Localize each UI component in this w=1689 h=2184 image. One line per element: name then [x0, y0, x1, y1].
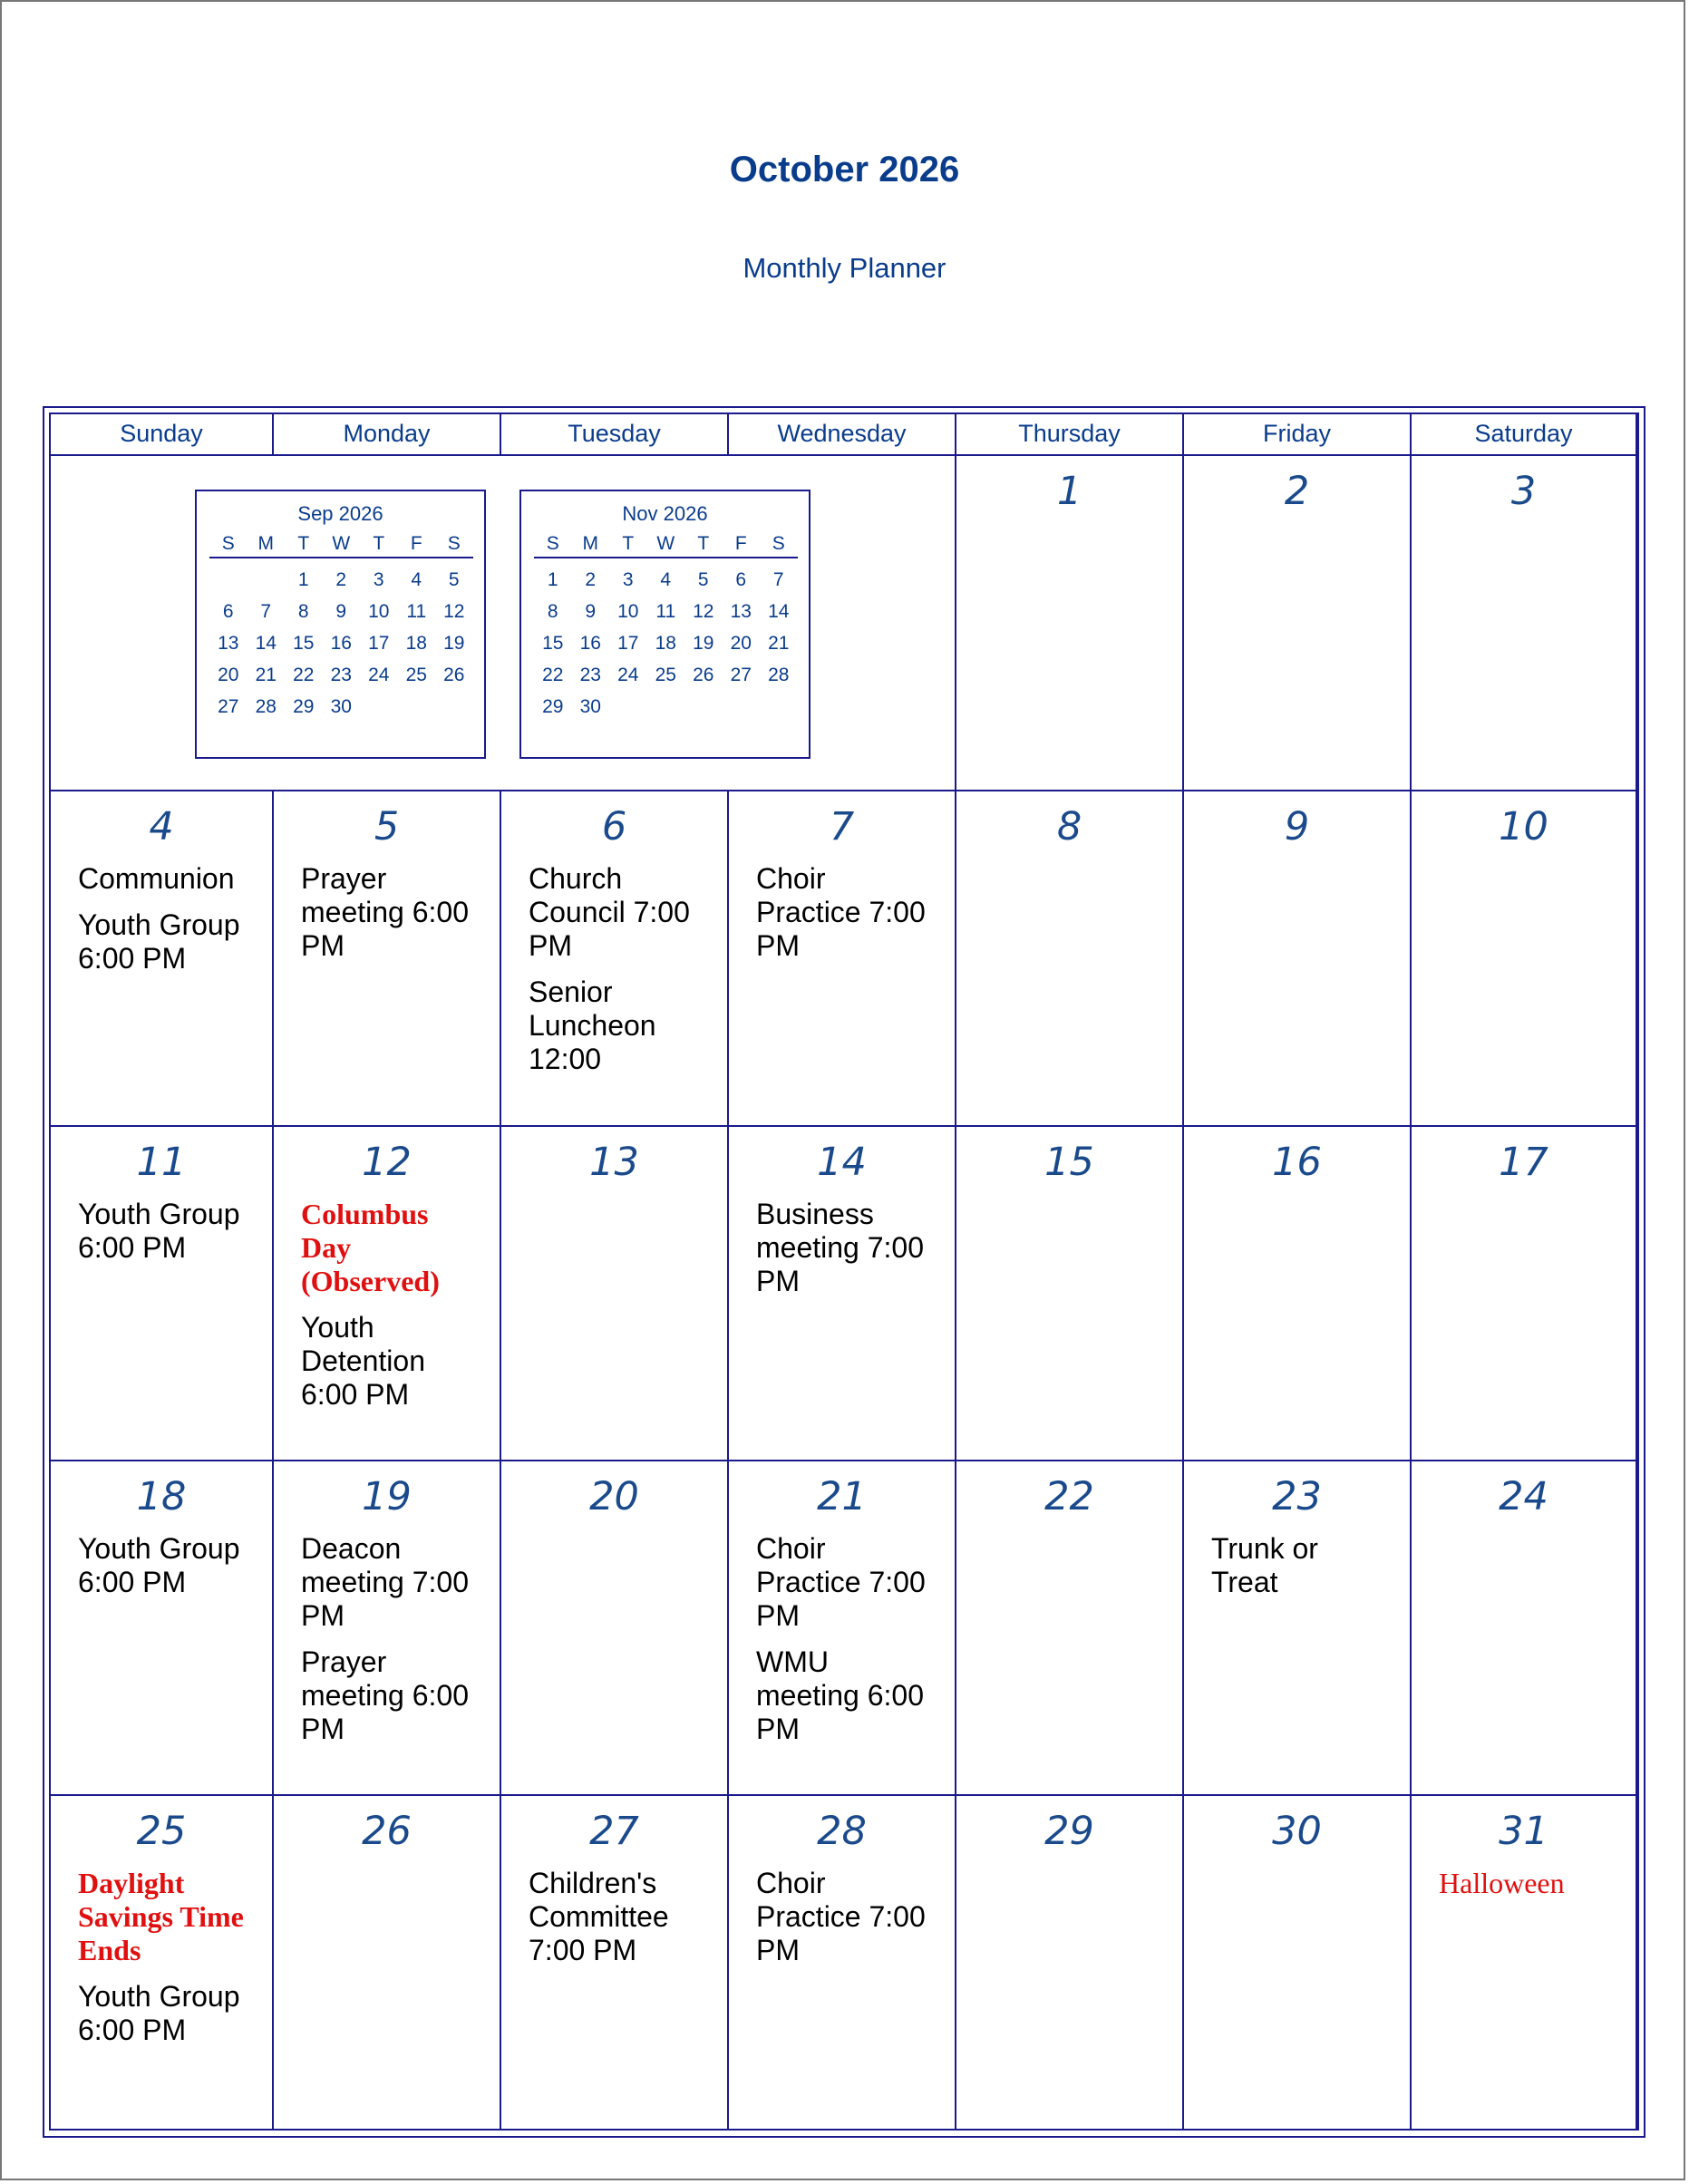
day-number: 5	[374, 804, 400, 849]
mini-day-letter: S	[546, 533, 559, 554]
weekday-header-saturday: Saturday	[1412, 413, 1637, 456]
day-cell-7[interactable]	[729, 791, 956, 1127]
mini-calendar-date: 21	[255, 664, 277, 685]
mini-calendar-date: 9	[585, 600, 597, 622]
day-events	[78, 1198, 263, 1277]
day-number: 6	[601, 804, 627, 849]
mini-calendar-week	[534, 691, 798, 723]
day-cell-23[interactable]	[1184, 1461, 1412, 1796]
day-events	[756, 862, 946, 976]
weekday-header-sunday: Sunday	[51, 413, 274, 456]
mini-calendar-date: 20	[730, 632, 752, 654]
event-entry: Choir Practice 7:00 PM	[756, 862, 926, 962]
mini-calendar-date: 19	[443, 632, 465, 654]
mini-calendar-week	[209, 564, 473, 596]
mini-calendar-date: 29	[542, 695, 564, 717]
mini-calendar-date: 3	[622, 568, 634, 590]
mini-day-letter: W	[332, 533, 351, 554]
mini-calendar-sep	[195, 490, 486, 759]
mini-calendar-date: 24	[617, 664, 639, 685]
day-cell-4[interactable]	[51, 791, 274, 1127]
mini-calendar-date: 16	[330, 632, 352, 654]
mini-calendar-date: 25	[655, 664, 676, 685]
mini-calendar-week	[534, 596, 798, 627]
day-cell-16[interactable]	[1184, 1127, 1412, 1461]
day-cell-11[interactable]	[51, 1127, 274, 1461]
event-entry: Youth Detention 6:00 PM	[301, 1311, 425, 1411]
mini-day-letter: S	[447, 533, 461, 554]
mini-calendar-date: 8	[297, 600, 309, 622]
event-entry: Youth Group 6:00 PM	[78, 1980, 240, 2046]
mini-calendar-day-letters	[534, 531, 798, 558]
weekday-header-monday: Monday	[274, 413, 501, 456]
day-number: 4	[149, 804, 174, 849]
day-events	[301, 1198, 490, 1424]
day-cell-10[interactable]	[1412, 791, 1637, 1127]
mini-day-letter: T	[373, 533, 385, 554]
mini-calendar-date: 22	[293, 664, 315, 685]
day-events	[1211, 1532, 1401, 1612]
mini-calendar-date: 17	[617, 632, 639, 654]
day-events	[301, 862, 490, 976]
mini-calendar-date: 4	[411, 568, 422, 590]
day-events	[78, 1867, 263, 2060]
day-cell-9[interactable]	[1184, 791, 1412, 1127]
day-cell-29[interactable]	[956, 1796, 1184, 2131]
day-number: 14	[817, 1140, 867, 1185]
day-cell-12[interactable]	[274, 1127, 501, 1461]
mini-calendar-nov	[519, 490, 811, 759]
mini-calendar-date: 15	[542, 632, 564, 654]
day-events	[529, 1867, 718, 1980]
mini-calendar-date: 24	[368, 664, 390, 685]
mini-calendar-date: 4	[660, 568, 672, 590]
mini-calendar-date: 3	[373, 568, 384, 590]
mini-day-letter: M	[582, 533, 598, 554]
mini-calendar-title: Sep 2026	[297, 502, 383, 525]
mini-calendar-week	[209, 659, 473, 691]
day-number: 31	[1499, 1809, 1548, 1854]
weekday-header-tuesday: Tuesday	[501, 413, 729, 456]
page-title: October 2026	[729, 150, 960, 189]
day-cell-19[interactable]	[274, 1461, 501, 1796]
day-cell-2[interactable]	[1184, 456, 1412, 791]
event-entry: Deacon meeting 7:00 PM	[301, 1532, 470, 1632]
event-entry: Senior Luncheon 12:00	[529, 976, 656, 1075]
day-cell-15[interactable]	[956, 1127, 1184, 1461]
day-number: 25	[136, 1809, 187, 1854]
day-number: 2	[1284, 469, 1310, 514]
mini-calendar-date: 29	[293, 695, 315, 717]
mini-calendar-date: 13	[218, 632, 239, 654]
mini-calendar-grid	[209, 531, 473, 723]
mini-calendar-date: 28	[768, 664, 790, 685]
day-number: 26	[362, 1809, 412, 1854]
day-events	[1439, 1867, 1626, 1913]
mini-calendar-date: 11	[655, 600, 676, 622]
day-cell-30[interactable]	[1184, 1796, 1412, 2131]
event-entry: Youth Group 6:00 PM	[78, 1198, 240, 1264]
mini-calendar-date: 30	[330, 695, 352, 717]
mini-day-letter: F	[410, 533, 422, 554]
mini-calendar-date: 27	[730, 664, 752, 685]
day-number: 18	[136, 1474, 187, 1519]
mini-calendar-date: 1	[547, 568, 558, 590]
mini-calendar-date: 5	[448, 568, 460, 590]
day-number: 24	[1499, 1474, 1548, 1519]
day-number: 17	[1499, 1140, 1548, 1185]
day-cell-22[interactable]	[956, 1461, 1184, 1796]
mini-calendar-date: 27	[218, 695, 239, 717]
day-cell-21[interactable]	[729, 1461, 956, 1796]
day-number: 15	[1044, 1140, 1094, 1185]
weekday-header-friday: Friday	[1184, 413, 1412, 456]
day-events	[78, 1532, 263, 1612]
day-cell-3[interactable]	[1412, 456, 1637, 791]
mini-calendar-date: 13	[730, 600, 752, 622]
day-events	[301, 1532, 490, 1759]
mini-calendar-date: 2	[335, 568, 347, 590]
mini-calendar-date: 25	[405, 664, 427, 685]
mini-calendar-date: 14	[255, 632, 277, 654]
mini-day-letter: S	[221, 533, 235, 554]
day-number: 30	[1272, 1809, 1322, 1854]
mini-calendar-date: 6	[222, 600, 234, 622]
mini-calendar-date: 7	[772, 568, 784, 590]
mini-calendar-date: 28	[255, 695, 277, 717]
day-number: 28	[817, 1809, 867, 1854]
mini-calendar-date: 18	[405, 632, 427, 654]
mini-calendar-date: 20	[218, 664, 239, 685]
mini-calendar-date: 14	[768, 600, 790, 622]
mini-day-letter: S	[772, 533, 785, 554]
mini-calendar-title: Nov 2026	[622, 502, 708, 525]
day-number: 22	[1044, 1474, 1094, 1519]
day-cell-5[interactable]	[274, 791, 501, 1127]
day-number: 7	[829, 804, 855, 849]
event-entry: Youth Group 6:00 PM	[78, 908, 240, 975]
event-entry: Church Council 7:00 PM	[529, 862, 690, 962]
mini-calendar-date: 9	[335, 600, 347, 622]
mini-calendar-date: 2	[585, 568, 597, 590]
mini-calendar-week	[534, 627, 798, 659]
mini-calendar-date: 12	[693, 600, 714, 622]
day-number: 23	[1272, 1474, 1322, 1519]
mini-calendar-date: 23	[579, 664, 601, 685]
mini-calendar-date: 17	[368, 632, 390, 654]
day-cell-27[interactable]	[501, 1796, 729, 2131]
day-number: 19	[362, 1474, 412, 1519]
day-number: 27	[589, 1809, 639, 1854]
event-entry: Business meeting 7:00 PM	[756, 1198, 925, 1297]
day-events	[756, 1532, 946, 1759]
day-number: 3	[1510, 469, 1537, 514]
mini-calendar-date: 10	[617, 600, 639, 622]
day-cell-13[interactable]	[501, 1127, 729, 1461]
day-cell-25[interactable]	[51, 1796, 274, 2131]
day-number: 20	[589, 1474, 639, 1519]
mini-calendar-grid	[534, 531, 798, 723]
event-entry: Choir Practice 7:00 PM	[756, 1532, 926, 1632]
mini-calendar-date: 12	[443, 600, 465, 622]
day-number: 29	[1044, 1809, 1094, 1854]
day-number: 9	[1284, 804, 1310, 849]
day-cell-28[interactable]	[729, 1796, 956, 2131]
mini-calendar-date: 16	[579, 632, 601, 654]
day-number: 13	[589, 1140, 639, 1185]
mini-calendar-week	[209, 596, 473, 627]
event-entry: Children's Committee 7:00 PM	[529, 1867, 669, 1966]
weekday-header-wednesday: Wednesday	[729, 413, 956, 456]
event-entry: Choir Practice 7:00 PM	[756, 1867, 926, 1966]
day-cell-24[interactable]	[1412, 1461, 1637, 1796]
mini-calendar-week	[209, 691, 473, 723]
mini-calendar-date: 6	[735, 568, 747, 590]
mini-calendar-date: 18	[655, 632, 676, 654]
day-number: 8	[1056, 804, 1082, 849]
mini-calendar-date: 15	[293, 632, 315, 654]
mini-calendar-date: 5	[697, 568, 709, 590]
mini-calendar-week	[534, 659, 798, 691]
day-cell-26[interactable]	[274, 1796, 501, 2131]
weekday-header-thursday: Thursday	[956, 413, 1184, 456]
day-cell-6[interactable]	[501, 791, 729, 1127]
day-cell-8[interactable]	[956, 791, 1184, 1127]
day-cell-17[interactable]	[1412, 1127, 1637, 1461]
day-number: 16	[1272, 1140, 1322, 1185]
page-subtitle: Monthly Planner	[743, 252, 946, 284]
mini-calendar-date: 23	[330, 664, 352, 685]
prev-next-month-area	[51, 456, 956, 791]
mini-calendar-day-letters	[209, 531, 473, 558]
holiday-label: Halloween	[1439, 1867, 1565, 1899]
holiday-label: Columbus Day (Observed)	[301, 1198, 440, 1297]
mini-calendar-date: 26	[693, 664, 714, 685]
event-entry: WMU meeting 6:00 PM	[756, 1645, 925, 1745]
day-cell-20[interactable]	[501, 1461, 729, 1796]
mini-calendar-date: 10	[368, 600, 390, 622]
mini-calendar-week	[209, 627, 473, 659]
mini-day-letter: F	[734, 533, 747, 554]
holiday-label: Daylight Savings Time Ends	[78, 1867, 244, 1966]
mini-calendar-date: 19	[693, 632, 714, 654]
mini-calendar-date: 21	[768, 632, 790, 654]
mini-calendar-week	[534, 564, 798, 596]
mini-calendar-date: 8	[547, 600, 558, 622]
mini-day-letter: T	[697, 533, 710, 554]
day-events	[529, 862, 718, 1089]
day-cell-1[interactable]	[956, 456, 1184, 791]
day-cell-18[interactable]	[51, 1461, 274, 1796]
event-entry: Trunk or Treat	[1211, 1532, 1318, 1598]
day-events	[78, 862, 263, 988]
day-number: 10	[1499, 804, 1548, 849]
mini-calendar-date: 22	[542, 664, 564, 685]
day-cell-31[interactable]	[1412, 1796, 1637, 2131]
day-number: 12	[362, 1140, 412, 1185]
day-cell-14[interactable]	[729, 1127, 956, 1461]
day-events	[756, 1867, 946, 1980]
mini-calendar-date: 7	[260, 600, 272, 622]
event-entry: Communion	[78, 862, 235, 895]
mini-calendar-date: 26	[443, 664, 465, 685]
day-number: 11	[136, 1140, 187, 1185]
event-entry: Youth Group 6:00 PM	[78, 1532, 240, 1598]
day-number: 1	[1056, 469, 1082, 514]
mini-day-letter: W	[656, 533, 675, 554]
mini-day-letter: T	[622, 533, 635, 554]
event-entry: Prayer meeting 6:00 PM	[301, 862, 470, 962]
mini-day-letter: T	[297, 533, 310, 554]
mini-day-letter: M	[257, 533, 274, 554]
day-number: 21	[817, 1474, 867, 1519]
day-events	[756, 1198, 946, 1311]
event-entry: Prayer meeting 6:00 PM	[301, 1645, 470, 1745]
mini-calendar-date: 11	[406, 600, 427, 622]
mini-calendar-date: 30	[579, 695, 601, 717]
mini-calendar-date: 1	[297, 568, 309, 590]
